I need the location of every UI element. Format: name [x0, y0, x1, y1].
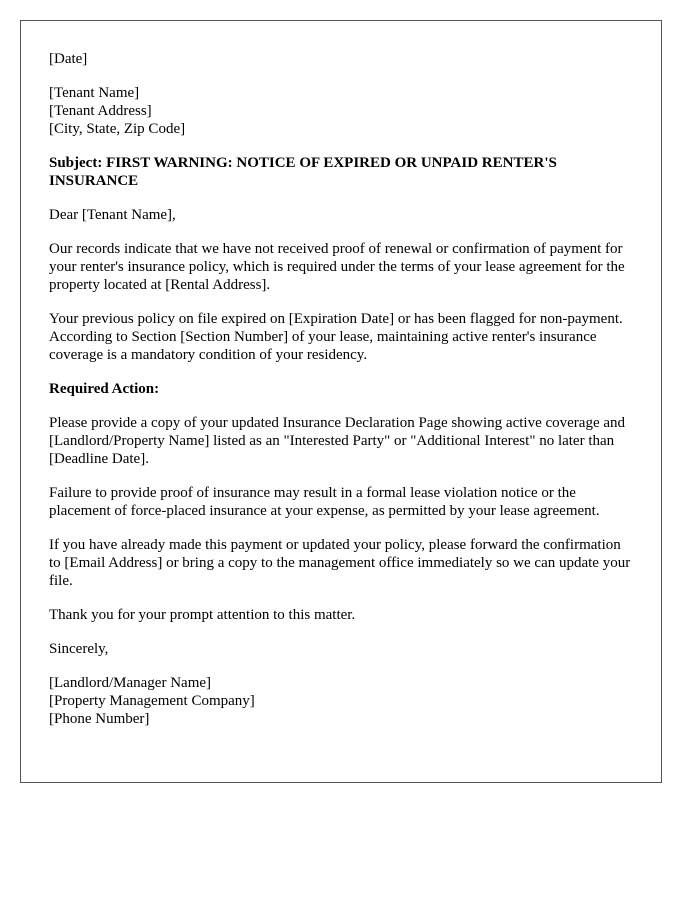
recipient-block [49, 84, 633, 138]
salutation: Dear [Tenant Name], [49, 207, 176, 223]
recipient-name: [Tenant Name] [49, 85, 140, 101]
recipient-address: [Tenant Address] [49, 103, 152, 119]
letter-date: [Date] [49, 51, 88, 67]
signature-name: [Landlord/Manager Name] [49, 675, 212, 691]
paragraph-provide-copy: Please provide a copy of your updated Insurance Declaration Page showing active coverage and [Landlord/Property Name] listed as an "Interested Party" or "Additional Interest" no later than [Deadline Date]. [49, 415, 626, 467]
recipient-city-state-zip: [City, State, Zip Code] [49, 121, 186, 137]
date-block [49, 50, 633, 68]
required-action-heading: Required Action: [49, 381, 160, 397]
paragraph-policy: Your previous policy on file expired on [Expiration Date] or has been flagged for non-payment. According to Section [Section Number] of your lease, maintaining active renter's insurance coverage is a mandatory condition of your residency. [49, 311, 623, 363]
signature-company: [Property Management Company] [49, 693, 255, 709]
closing-note: Thank you for your prompt attention to this matter. [49, 607, 356, 623]
subject-prefix: Subject: [49, 155, 103, 171]
subject-text: FIRST WARNING: NOTICE OF EXPIRED OR UNPAID RENTER'S INSURANCE [49, 155, 557, 189]
paragraph-failure: Failure to provide proof of insurance may result in a formal lease violation notice or the placement of force-placed insurance at your expense, as permitted by your lease agreement. [49, 485, 600, 519]
subject-line [49, 154, 633, 190]
paragraph-records: Our records indicate that we have not received proof of renewal or confirmation of payment for your renter's insurance policy, which is required under the terms of your lease agreement for the property located at [Rental Address]. [49, 241, 625, 293]
paragraph-already-paid: If you have already made this payment or updated your policy, please forward the confirmation to [Email Address] or bring a copy to the management office immediately so we can update your file. [49, 537, 631, 589]
closing: Sincerely, [49, 641, 109, 657]
letter-page [20, 20, 662, 783]
signature-phone: [Phone Number] [49, 711, 150, 727]
letter-content [49, 50, 633, 728]
signature-block [49, 674, 633, 728]
